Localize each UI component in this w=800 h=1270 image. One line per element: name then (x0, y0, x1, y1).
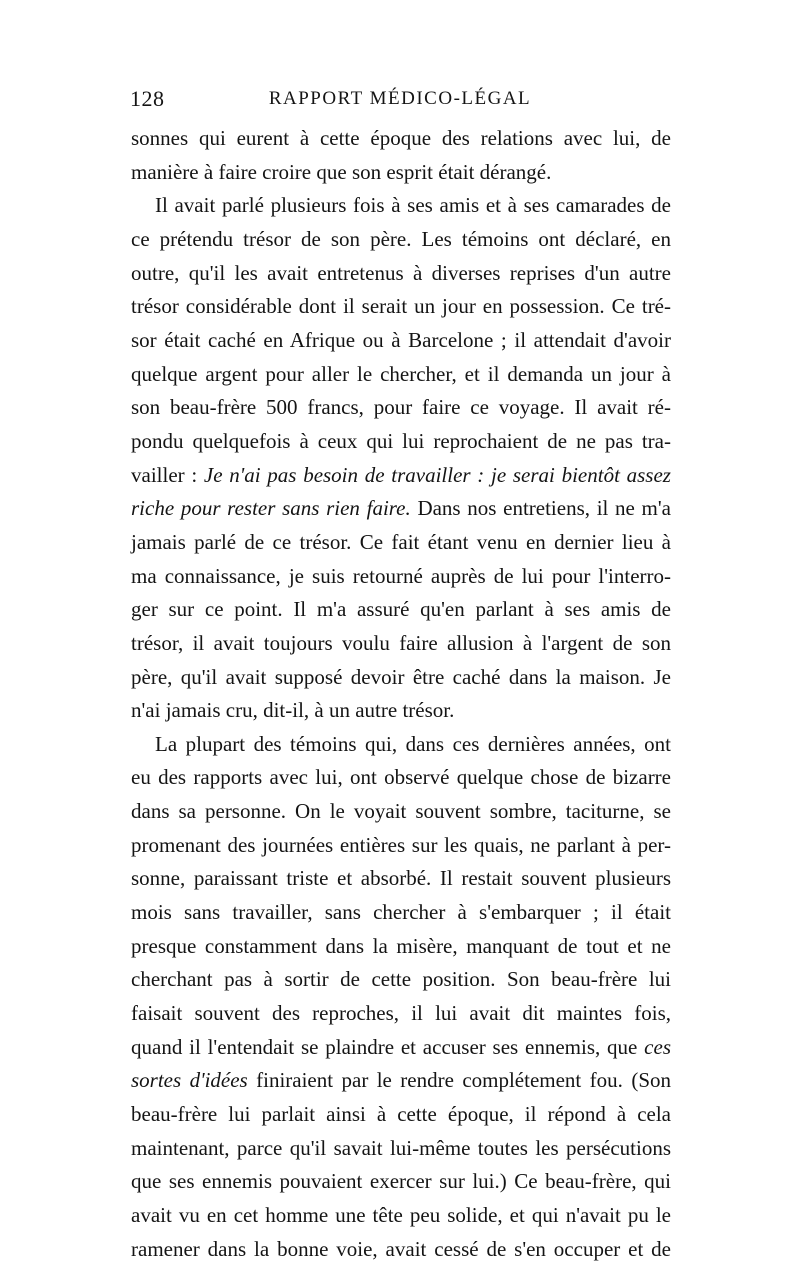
text-line: mois sans travailler, sans chercher à s'embarquer ; il était (131, 900, 671, 925)
text-line: jamais parlé de ce trésor. Ce fait étant venu en dernier lieu à (131, 529, 671, 554)
text-line (131, 1031, 671, 1065)
text-line: son beau-frère 500 francs, pour faire ce voyage. Il avait ré- (131, 395, 671, 420)
text-line (131, 1064, 671, 1098)
text-line: ger sur ce point. Il m'a assuré qu'en parlant à ses amis de (131, 597, 671, 622)
italic-quote: sortes d'idées (131, 1068, 248, 1093)
text-line: dans sa personne. On le voyait souvent sombre, taciturne, se (131, 799, 671, 824)
text-line: eu des rapports avec lui, ont observé quelque chose de bizarre (131, 765, 671, 790)
text-line: ce prétendu trésor de son père. Les témoins ont déclaré, en (131, 226, 671, 251)
text-line: trésor, il avait toujours voulu faire allusion à l'argent de son (131, 630, 671, 655)
italic-quote: ces (644, 1034, 671, 1059)
text-line: Il avait parlé plusieurs fois à ses amis et à ses camarades de (155, 193, 671, 218)
text-line: outre, qu'il les avait entretenus à diverses reprises d'un autre (131, 260, 671, 285)
text-line: quelque argent pour aller le chercher, et il demanda un jour à (131, 361, 671, 386)
italic-quote: riche pour rester sans rien faire. (131, 496, 411, 521)
text-segment: vailler : (131, 462, 198, 487)
text-segment: quand il l'entendait se plaindre et accuser ses ennemis, que (131, 1034, 638, 1059)
text-line: manière à faire croire que son esprit était dérangé. (131, 159, 552, 184)
text-line: cherchant pas à sortir de cette position. Son beau-frère lui (131, 967, 671, 992)
page-number: 128 (130, 86, 165, 111)
text-line: La plupart des témoins qui, dans ces dernières années, ont (155, 731, 671, 756)
text-line: faisait souvent des reproches, il lui avait dit maintes fois, (131, 1001, 671, 1026)
text-line: trésor considérable dont il serait un jour en possession. Ce tré- (131, 294, 671, 319)
text-line: père, qu'il avait supposé devoir être caché dans la maison. Je (131, 664, 671, 689)
text-line: presque constamment dans la misère, manquant de tout et ne (131, 933, 671, 958)
text-line: pondu quelquefois à ceux qui lui reprochaient de ne pas tra- (131, 428, 671, 453)
text-line: avait vu en cet homme une tête peu solide, et qui n'avait pu le (131, 1203, 671, 1227)
text-line: n'ai jamais cru, dit-il, à un autre trésor. (131, 698, 455, 723)
text-line: promenant des journées entières sur les quais, ne parlant à per- (131, 832, 671, 857)
text-line: sor était caché en Afrique ou à Barcelone ; il attendait d'avoir (131, 327, 671, 352)
text-segment: Dans nos entretiens, il ne m'a (417, 496, 671, 521)
text-line: maintenant, parce qu'il savait lui-même toutes les persécutions (131, 1135, 671, 1160)
text-line (131, 492, 671, 526)
running-title: RAPPORT MÉDICO-LÉGAL (268, 88, 532, 109)
italic-quote: Je n'ai pas besoin de travailler : je serai bientôt assez (203, 462, 671, 487)
text-segment: finiraient par le rendre complétement fou. (Son (256, 1068, 671, 1093)
text-line: sonnes qui eurent à cette époque des relations avec lui, de (131, 126, 671, 150)
body-text (131, 122, 671, 1266)
text-line: sonne, paraissant triste et absorbé. Il restait souvent plusieurs (131, 866, 671, 891)
text-line: que ses ennemis pouvaient exercer sur lui.) Ce beau-frère, qui (131, 1169, 671, 1194)
text-line: ramener dans la bonne voie, avait cessé de s'en occuper et de (131, 1236, 671, 1261)
text-line: beau-frère lui parlait ainsi à cette époque, il répond à cela (131, 1102, 671, 1127)
text-line (131, 459, 671, 493)
text-line: ma connaissance, je suis retourné auprès de lui pour l'interro- (131, 563, 671, 588)
page-header (130, 84, 670, 114)
